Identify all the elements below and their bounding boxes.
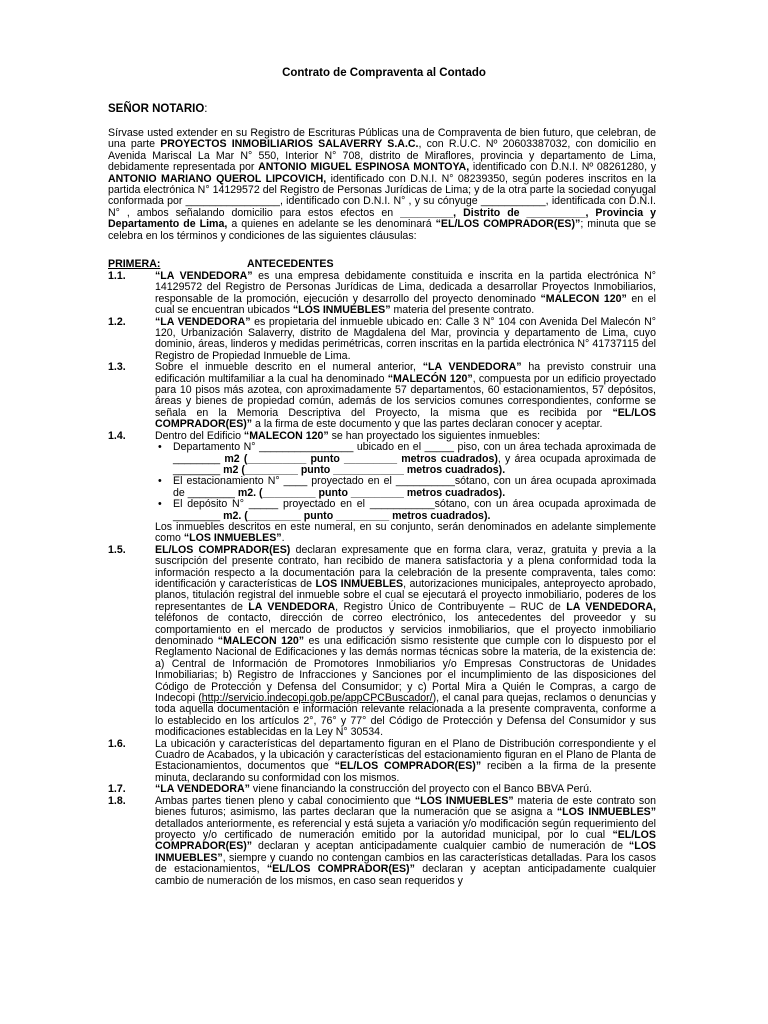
bullet-item [155,442,656,476]
clause-text [155,271,656,317]
bold-text: “LA VENDEDORA” [155,783,250,796]
bold-text: PROYECTOS INMOBILIARIOS SALAVERRY S.A.C. [160,138,419,151]
document-title: Contrato de Compraventa al Contado [282,67,486,79]
clause-text [155,317,656,363]
text-run: se han proyectado los siguientes inmuebles: [328,429,541,442]
bullet-dot-icon: • [158,498,162,511]
bold-text: “EL/LOS COMPRADOR(ES)” [266,863,415,876]
section-title: ANTECEDENTES [247,258,334,270]
clause-1-5 [108,545,656,739]
bold-text: ANTONIO MARIANO QUEROL LIPCOVICH, [108,172,327,185]
bold-text: “MALECÓN 120” [387,372,473,385]
text-run: teléfonos de contacto, dirección de correo electrónico, los antecedentes del proveedor y su comportamiento en el mercado de productos y servicios inmobiliarios, que el proyecto inmobiliario denominado [155,612,656,647]
text-run: Ambas partes tienen pleno y cabal conocimiento que [155,794,415,807]
text-run: viene financiando la construcción del proyecto con el Banco BBVA Perú. [249,783,592,796]
text-run: , Registro Único de Contribuyente – RUC de [335,600,567,613]
clause-text [155,796,656,887]
bold-text: “EL/LOS COMPRADOR(ES)” [334,760,482,773]
clause-1-8 [108,796,656,887]
text-run: declaran y aceptan anticipadamente cualquier cambio de numeración de los mismos, en caso sean requeridos y [155,863,656,887]
text-run: La ubicación y características del departamento figuran en el Plano de Distribución correspondiente y el Cuadro de Acabados, y la ubicación y características del estacionamiento figuran en el Plano de Planta de Estacionamientos, documentos que [155,737,656,773]
clause-text [155,545,656,739]
text-run: es una edificación sismo resistente que cumple con lo dispuesto por el Reglamento Nacional de Edificaciones y las demás normas técnicas sobre la materia, de la existencia de: a) Central de Información de Promotores Inmobiliarios y/o Empresas Constructoras de Unidades Inmobiliarias; b) Registro de Infracciones y Sanciones por el incumplimiento de las disposiciones del Código de Protección y Defensa del Consumidor; y c) Portal Mira a Quién le Compras, a cargo de Indecopi ( [155,635,657,705]
text-run: identificado con D.N.I. N° 08239350, según poderes inscritos en la partida electrónica N° 14129572 del Registro de Personas Jurídicas de Lima; y de la otra parte la sociedad conyugal conformada por ________________, identificado con D.N.I. N° , y su cónyuge ___________, identificada con D.N.I. N° , ambos señalando domicilio para estos efectos en [108,172,656,219]
bold-text: “MALECON 120” [243,429,329,442]
bullet-item [155,476,656,499]
bold-text: EL/LOS COMPRADOR(ES) [155,543,291,556]
bold-text: “LA VENDEDORA” [422,361,522,374]
notary-salutation [108,104,207,115]
clause-number: 1.3. [108,361,126,374]
text-run: Sírvase usted extender en su Registro de Escrituras Públicas una de Compraventa de bien futuro, que celebran, de una parte [108,127,656,151]
text-run: materia de este contrato son bienes futuros; asimismo, las partes declaran que la numeración que se asigna a [155,794,656,819]
text-run: ; minuta que se celebra en los términos y condiciones de las siguientes cláusulas: [108,218,656,242]
bold-text: “MALECON 120” [217,635,305,647]
text-run: Los inmuebles descritos en este numeral, en su conjunto, serán denominados en adelante simplemente como [155,520,656,545]
text-run: El estacionamiento N° ____ proyectado en el __________sótano, con un área ocupada aproximada de ________ [173,475,656,499]
clause-number: 1.2. [108,315,126,328]
clause-closing-text [155,522,656,545]
text-run: reciben a la firma de la presente minuta, declarando su conformidad con los mismos. [155,760,656,784]
text-run: , con R.U.C. Nº 20603387032, con domicilio en Avenida Mariscal La Mar N° 550, Interior N° 708, distrito de Miraflores, provincia y departamento de Lima, debidamente representada por [108,138,656,174]
clauses-list [108,271,656,887]
clause-text [155,739,656,785]
clause-number: 1.7. [108,783,126,796]
bold-text: ANTONIO MIGUEL ESPINOSA MONTOYA, [258,161,470,174]
bullet-list [155,442,656,522]
text-run: ha previsto construir una edificación multifamiliar a la cual ha denominado [155,361,656,385]
text-run: ), el canal para quejas, reclamos o denuncias y toda aquella documentación e información relevante relacionada a la presente compraventa, conforme a lo establecido en los artículos 2°, 76° y 77° del Código de Protección y Defensa del Consumidor y sus modificaciones establecidas en la Ley N° 30534. [155,692,656,739]
bold-text: “LOS INMUEBLES” [292,304,391,317]
bullet-dot-icon: • [158,441,162,454]
indecopi-link[interactable]: http://servicio.indecopi.gob.pe/appCPCBuscador/ [201,692,433,705]
text-run: El depósito N° _____ proyectado en el ___________sótano, con un área ocupada aproximada de ________ [173,498,656,522]
bold-text: “LOS INMUEBLES” [183,532,282,545]
clause-number: 1.5. [108,543,126,556]
text-run: declaran expresamente que en forma clara, veraz, gratuita y previa a la suscripción del presente contrato, han recibido de manera satisfactoria y a plena conformidad toda la información respecto a la documentación para la celebración de la presente compraventa, tales como: identificación y características de [155,543,656,590]
text-run: . [281,532,285,545]
bold-text: _________, Distrito de __________, Provincia y Departamento de Lima, [108,206,656,231]
bold-text: “LA VENDEDORA” [155,315,251,328]
clause-number: 1.1. [108,270,126,282]
text-run: , y área ocupada aproximada de ________ [173,452,656,476]
clause-number: 1.4. [108,429,126,442]
text-run: , compuesta por un edificio proyectado para 10 pisos más azotea, con aproximadamente 57 departamentos, 60 estacionamientos, 57 depósitos, áreas y bienes de propiedad común, además de los servicios comunes correspondientes, conforme se señala en la Memoria Descriptiva del Proyecto, la misma que es recibida por [155,372,657,419]
bold-text: “EL/LOS COMPRADOR(ES)” [435,218,581,231]
bold-text: m2 (__________ punto _________ metros cuadrados) [224,452,498,465]
text-run: es propietaria del inmueble ubicado en: Calle 3 N° 104 con Avenida Del Malecón N° 120, Urbanización Salaverry, distrito de Magdalena del Mar, provincia y departamento de Lima, cuyo dominio, áreas, linderos y medidas perimétricas, corren inscritas en la partida electrónica N° 41737115 del Registro de Propiedad Inmueble de Lima. [155,315,656,362]
bold-text: LA VENDEDORA [248,600,336,613]
bold-text: LOS INMUEBLES [315,577,404,590]
bold-text: “LOS INMUEBLES” [155,840,656,864]
clause-1-2 [108,317,656,363]
intro-paragraph [108,128,656,242]
clause-number: 1.6. [108,737,126,750]
text-run: a quienes en adelante se les denominará [227,218,436,231]
bullet-dot-icon: • [158,475,162,488]
clause-1-3 [108,362,656,430]
text-run: , siempre y cuando no contengan cambios en las características detalladas. Para los casos de estacionamientos, [155,851,656,876]
text-run: materia del presente contrato. [390,304,535,317]
notary-label: SEÑOR NOTARIO [108,103,205,115]
bold-text: m2 (_________ punto ____________ metros cuadrados). [223,463,506,476]
text-run: detallados anteriormente, es referencial y está sujeta a variación y/o modificación según requerimiento del proyecto y/o certificado de numeración emitido por la autoridad municipal, por lo cual [155,817,656,841]
notary-colon: : [204,103,208,115]
bold-text: m2. (_________ punto _________ metros cuadrados). [237,486,506,499]
clause-number: 1.8. [108,794,126,807]
text-run: a la firma de este documento y que las partes declaran conocer y aceptar. [252,418,603,431]
bold-text: “EL/LOS COMPRADOR(ES)” [155,828,656,853]
section-label: PRIMERA: [108,258,161,270]
text-run: Departamento N° ________________ ubicado en el _____ piso, con un área techada aproximada de ________ [173,441,656,465]
clause-1-6 [108,739,656,785]
clause-text [155,362,656,430]
text-run: Dentro del Edificio [155,429,244,442]
text-run: , autorizaciones municipales, anteproyecto aprobado, planos, titulación registral del inmueble sobre el cual se ejecutará el proyecto inmobiliario, poderes de los representantes de [155,577,657,613]
bold-text: “LA VENDEDORA” [155,270,253,282]
clause-1-4 [108,431,656,545]
bold-text: “LOS INMUEBLES” [414,794,514,807]
bold-text: “EL/LOS COMPRADOR(ES)” [155,406,656,431]
section-heading [108,259,656,270]
text-run: en el cual se encuentran ubicados [155,292,656,317]
bold-text: m2. (_________ punto _________ metros cuadrados). [223,509,491,522]
bold-text: “LOS INMUEBLES” [556,806,657,819]
clause-1-1 [108,271,656,317]
text-run: declaran y aceptan anticipadamente cualquier cambio de numeración de [252,840,629,853]
bold-text: “MALECON 120” [540,292,627,305]
bullet-item [155,499,656,522]
bold-text: LA VENDEDORA, [566,600,656,613]
text-run: identificado con D.N.I. Nº 08261280, y [469,161,657,174]
text-run: es una empresa debidamente constituida e inscrita en la partida electrónica N° 14129572 del Registro de Personas Jurídicas de Lima, dedicada a desarrollar Proyectos Inmobiliarios, responsable de la promoción, ejecución y desarrollo del proyecto denominado [155,270,656,305]
text-run: Sobre el inmueble descrito en el numeral anterior, [155,361,423,374]
